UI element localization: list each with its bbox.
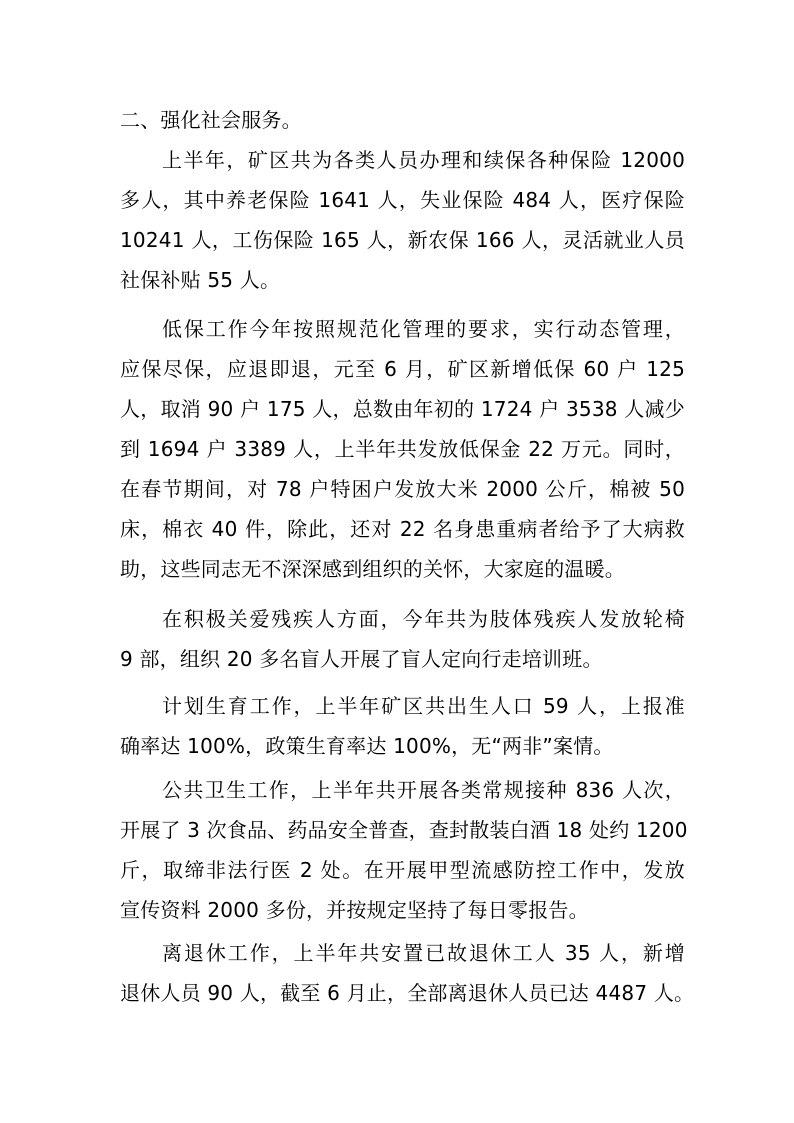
paragraph-dibao-line-4: 到 1694 户 3389 人，上半年共发放低保金 22 万元。同时，	[120, 437, 685, 461]
paragraph-public-health-line-3: 斤，取缔非法行医 2 处。在开展甲型流感防控工作中，发放	[120, 858, 685, 882]
paragraph-family-planning-line-1: 计划生育工作，上半年矿区共出生人口 59 人，上报准	[162, 694, 685, 718]
paragraph-dibao-line-1: 低保工作今年按照规范化管理的要求，实行动态管理，	[162, 317, 685, 341]
paragraph-retirement-line-2: 退休人员 90 人，截至 6 月止，全部离退休人员已达 4487 人。	[120, 981, 695, 1005]
paragraph-insurance-line-2: 多人，其中养老保险 1641 人，失业保险 484 人，医疗保险	[120, 188, 685, 212]
section-heading: 二、强化社会服务。	[120, 108, 302, 132]
paragraph-public-health-line-4: 宣传资料 2000 多份，并按规定坚持了每日零报告。	[120, 898, 589, 922]
paragraph-public-health-line-1: 公共卫生工作，上半年共开展各类常规接种 836 人次，	[162, 778, 685, 802]
paragraph-insurance-line-1: 上半年，矿区共为各类人员办理和续保各种保险 12000	[162, 148, 685, 172]
paragraph-public-health-line-2: 开展了 3 次食品、药品安全普查，查封散装白酒 18 处约 1200	[120, 818, 688, 842]
paragraph-family-planning-line-2: 确率达 100%，政策生育率达 100%，无“两非”案情。	[120, 734, 614, 758]
paragraph-dibao-line-7: 助，这些同志无不深深感到组织的关怀，大家庭的温暖。	[120, 557, 625, 581]
paragraph-dibao-line-6: 床，棉衣 40 件，除此，还对 22 名身患重病者给予了大病救	[120, 517, 685, 541]
paragraph-dibao-line-2: 应保尽保，应退即退，元至 6 月，矿区新增低保 60 户 125	[120, 357, 685, 381]
paragraph-dibao-line-3: 人，取消 90 户 175 人，总数由年初的 1724 户 3538 人减少	[120, 397, 685, 421]
paragraph-disabled-line-2: 9 部，组织 20 多名盲人开展了盲人定向行走培训班。	[120, 647, 603, 671]
paragraph-retirement-line-1: 离退休工作，上半年共安置已故退休工人 35 人，新增	[162, 941, 685, 965]
paragraph-disabled-line-1: 在积极关爱残疾人方面，今年共为肢体残疾人发放轮椅	[162, 607, 685, 631]
paragraph-dibao-line-5: 在春节期间，对 78 户特困户发放大米 2000 公斤，棉被 50	[120, 477, 685, 501]
paragraph-insurance-line-3: 10241 人，工伤保险 165 人，新农保 166 人，灵活就业人员	[120, 228, 685, 252]
paragraph-insurance-line-4: 社保补贴 55 人。	[120, 268, 281, 292]
